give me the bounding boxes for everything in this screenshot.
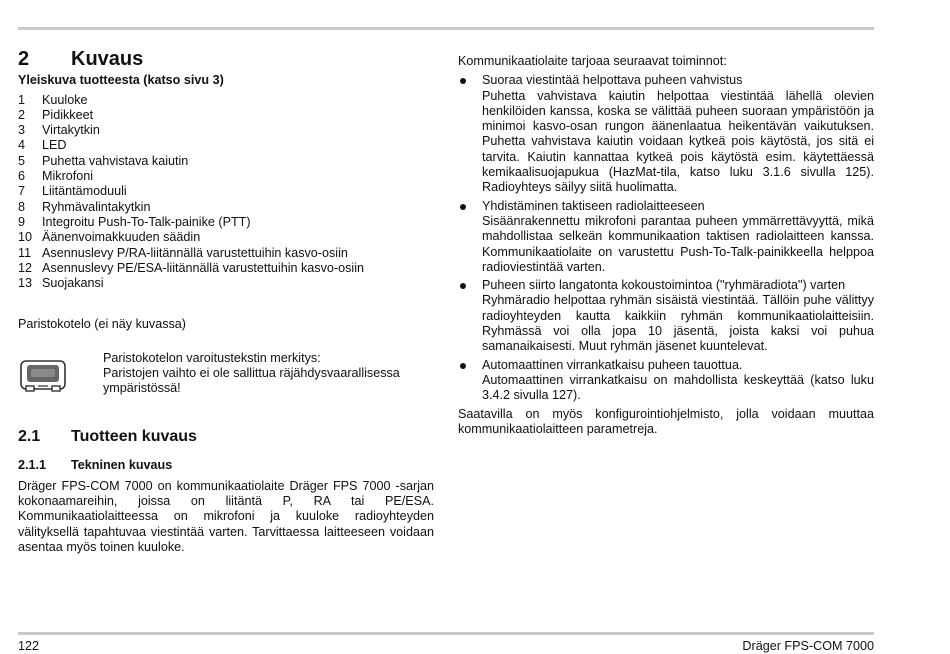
list-item [18,276,434,291]
battery-case-icon [18,355,68,395]
list-item-label: Kuuloke [42,92,88,107]
list-item [18,230,434,245]
list-item [18,154,434,169]
overview-heading: Yleiskuva tuotteesta (katso sivu 3) [18,73,224,88]
list-item-number: 12 [18,260,33,275]
feature-text: Automaattinen virrankatkaisu on mahdollista keskeyttää (katso luku 3.4.2 sivulla 127). [482,372,874,403]
feature-item [458,358,874,404]
parts-list [18,93,434,292]
list-item-label: LED [42,138,67,153]
list-item-label: Puhetta vahvistava kaiutin [42,153,189,168]
list-item [18,246,434,261]
list-item-number: 9 [18,214,26,229]
right-column [458,48,874,437]
feature-text: Sisäänrakennettu mikrofoni parantaa puheen ymmärrettävyyttä, mikä mahdollistaa selkeän kommunikaation taktisen radiolaitteen kanssa. Kommunikaatiolaite on varustettu Push-To-Talk-painikkeella helppoa radioviestintää varten. [482,213,874,274]
list-item-number: 7 [18,184,26,199]
list-item-label: Suojakansi [42,276,104,291]
section-heading-2-1 [18,429,434,444]
feature-text: Puhetta vahvistava kaiutin helpottaa viestintää lähellä olevien henkilöiden kanssa, koska se välittää puheen suoraan ympäristöön ja minimoi kasvo-osan rungon äänenlaatua heikentävän vaikutuksen. Puhetta vahvistava kaiutin voidaan kytkeä pois käytöstä, jos sitä ei tarvita. Kaiutin kannattaa kytkeä pois käytöstä esim. käytettäessä kemikaalisuojapukua (HazMat-tila, katso luku 3.1.6 sivulla 125). Radioyhteys säilyy siitä huolimatta. [482,88,874,195]
battery-note-line1: Paristokotelon varoitustekstin merkitys: [103,350,321,365]
list-item-label: Asennuslevy P/RA-liitännällä varustettuihin kasvo-osiin [42,245,348,260]
list-item [18,108,434,123]
features-closing: Saatavilla on myös konfigurointiohjelmisto, jolla voidaan muuttaa kommunikaatiolaitteen parametreja. [458,406,874,436]
chapter-title: Kuvaus [71,48,144,70]
feature-title: Suoraa viestintää helpottava puheen vahvistus [482,73,743,88]
feature-item [458,199,874,275]
features-list [458,73,874,403]
list-item-label: Asennuslevy PE/ESA-liitännällä varustettuihin kasvo-osiin [42,260,365,275]
feature-item [458,73,874,195]
list-item-number: 4 [18,138,26,153]
list-item-number: 8 [18,199,26,214]
battery-note [18,351,434,399]
bullet-icon [458,199,482,275]
list-item [18,93,434,108]
list-item-number: 5 [18,153,26,168]
bullet-icon [458,73,482,195]
list-item-label: Liitäntämoduuli [42,184,127,199]
list-item [18,138,434,153]
technical-description-paragraph: Dräger FPS-COM 7000 on kommunikaatiolaite Dräger FPS 7000 -sarjan kokonaamareihin, joissa on liitäntä P, RA tai PE/ESA. Kommunikaatiolaitteessa on mikrofoni ja kuuloke radioyhteyden välityksellä tapahtuvaa viestintää varten. Tarvittaessa laitteeseen voidaan asentaa myös toinen kuuloke. [18,478,434,554]
feature-title: Automaattinen virrankatkaisu puheen tauottua. [482,357,743,372]
features-intro: Kommunikaatiolaite tarjoaa seuraavat toiminnot: [458,54,727,68]
section-number: 2.1 [18,428,41,446]
list-item-label: Integroitu Push-To-Talk-painike (PTT) [42,214,251,229]
subsection-title: Tekninen kuvaus [71,458,173,473]
list-item [18,123,434,138]
feature-text: Ryhmäradio helpottaa ryhmän sisäistä viestintää. Tällöin puhe välittyy radioyhteyden kautta kaikkiin ryhmän kommunikaatiolaitteisiin. Ryhmässä voi olla jopa 10 jäsentä, joista kaksi voi puhua samanaikaisesti. Muut ryhmän jäsenet kuuntelevat. [482,293,874,354]
list-item-number: 11 [18,245,32,260]
list-item [18,184,434,199]
feature-title: Puheen siirto langatonta kokoustoimintoa ("ryhmäradiota") varten [482,278,846,293]
page-number: 122 [18,639,40,653]
chapter-heading [18,48,434,70]
list-item-number: 3 [18,123,26,138]
list-item-number: 10 [18,230,33,245]
list-item-label: Virtakytkin [42,123,100,138]
list-item [18,215,434,230]
subsection-heading-2-1-1 [18,458,434,473]
left-column [18,48,434,555]
section-title: Tuotteen kuvaus [71,428,197,446]
subsection-number: 2.1.1 [18,458,47,473]
bullet-icon [458,278,482,354]
list-item-number: 13 [18,276,33,291]
feature-item [458,278,874,354]
bottom-rule [18,632,874,635]
feature-title: Yhdistäminen taktiseen radiolaitteeseen [482,198,705,213]
bullet-icon [458,358,482,404]
chapter-number: 2 [18,48,30,70]
footer-product-name: Dräger FPS-COM 7000 [742,639,874,653]
list-item [18,261,434,276]
top-rule [18,27,874,30]
list-item-number: 2 [18,107,26,122]
list-item-number: 1 [18,92,26,107]
list-item-label: Pidikkeet [42,107,94,122]
battery-note-line2: Paristojen vaihto ei ole sallittua räjähdysvaarallisessa ympäristössä! [103,366,400,396]
list-item-number: 6 [18,169,26,184]
list-item-label: Mikrofoni [42,169,94,184]
battery-case-label: Paristokotelo (ei näy kuvassa) [18,317,186,332]
list-item [18,200,434,215]
list-item [18,169,434,184]
list-item-label: Äänenvoimakkuuden säädin [42,230,201,245]
list-item-label: Ryhmävalintakytkin [42,199,151,214]
